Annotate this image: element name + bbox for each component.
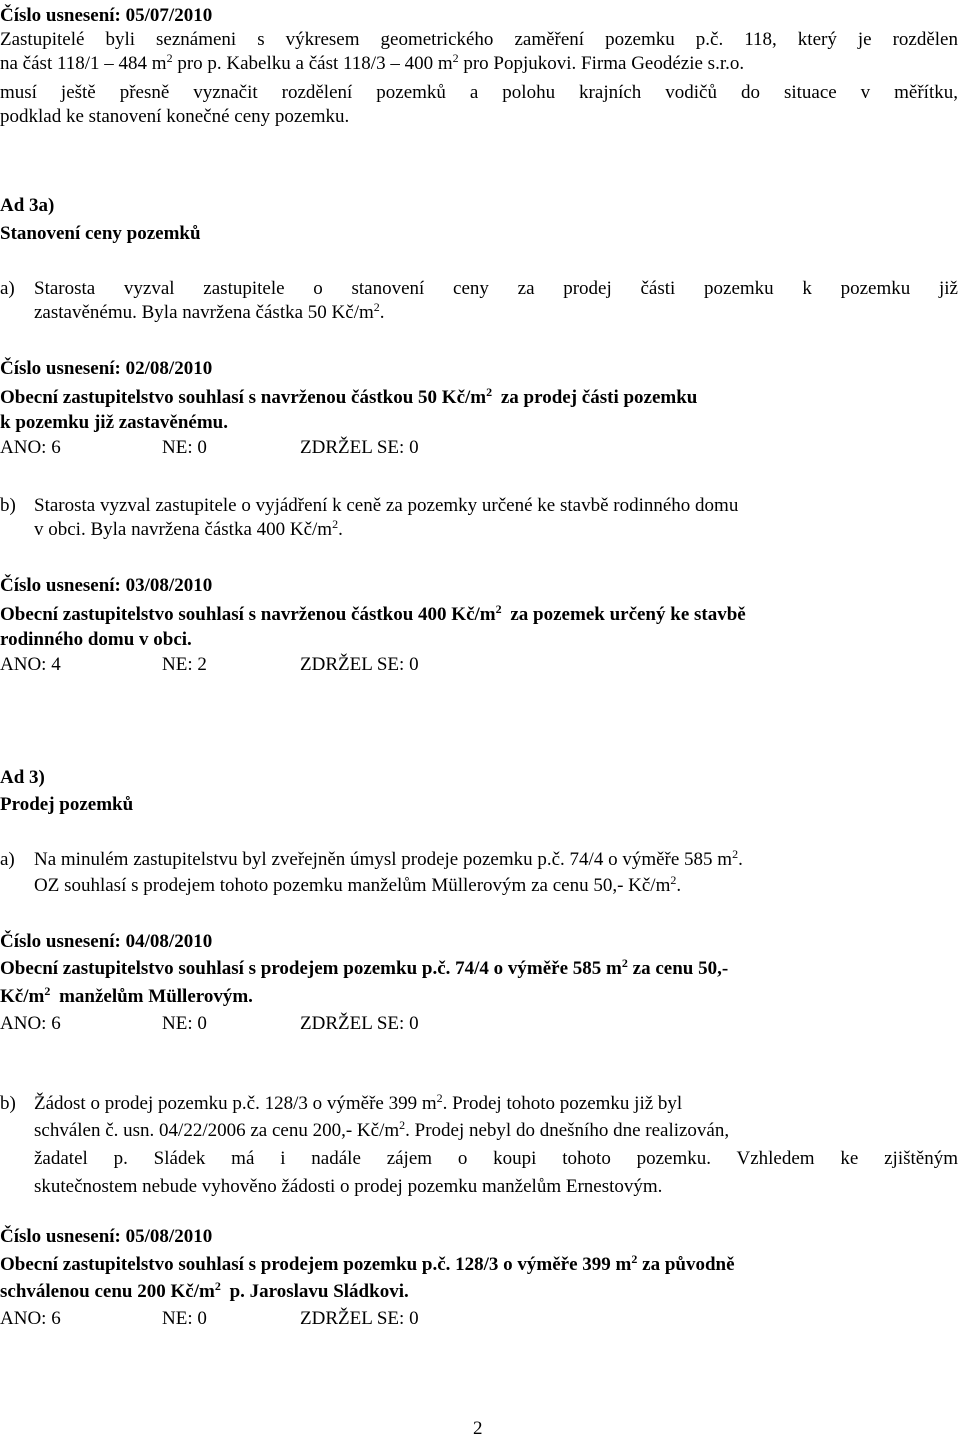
section-heading: Ad 3): [0, 767, 45, 788]
paragraph-line: žadatel p. Sládek má i nadále zájem o koupi tohoto pozemku. Vzhledem ke zjištěným: [34, 1148, 958, 1169]
resolution-number: Číslo usnesení: 03/08/2010: [0, 575, 213, 596]
paragraph-line: v obci. Byla navržena částka 400 $Kč/m^2$.: [34, 517, 343, 540]
list-label: a): [0, 849, 15, 870]
resolution-text: rodinného domu v obci.: [0, 629, 192, 650]
resolution-text: k pozemku již zastavěnému.: [0, 412, 228, 433]
resolution-text: Obecní zastupitelstvo souhlasí s prodejem pozemku p.č. 128/3 o výměře 399 $m^2$ za původně: [0, 1252, 735, 1275]
list-label: b): [0, 1093, 16, 1114]
page-number: 2: [473, 1418, 483, 1439]
paragraph-line: na část 118/1 – 484 $m^2$ pro p. Kabelku a část 118/3 – 400 $m^2$ pro Popjukovi. Firma Geodézie s.r.o.: [0, 51, 745, 74]
paragraph-line: Žádost o prodej pozemku p.č. 128/3 o výměře 399 $m^2$. Prodej tohoto pozemku již byl: [34, 1091, 683, 1114]
resolution-text: schválenou cenu 200 $Kč/m^2$ p. Jaroslavu Sládkovi.: [0, 1279, 409, 1302]
paragraph-line: Na minulém zastupitelstvu byl zveřejněn úmysl prodeje pozemku p.č. 74/4 o výměře 585 $m^2$.: [34, 847, 743, 870]
section-heading: Ad 3a): [0, 195, 55, 216]
resolution-number: Číslo usnesení: 05/07/2010: [0, 5, 213, 26]
resolution-number: Číslo usnesení: 05/08/2010: [0, 1226, 213, 1247]
paragraph-line: zastavěnému. Byla navržena částka 50 $Kč/m^2$.: [34, 300, 385, 323]
paragraph-line: schválen č. usn. 04/22/2006 za cenu 200,- $Kč/m^2$. Prodej nebyl do dnešního dne realizován,: [34, 1118, 730, 1141]
resolution-text: Obecní zastupitelstvo souhlasí s navrženou částkou 400 $Kč/m^2$ za pozemek určený ke stavbě: [0, 602, 746, 625]
resolution-text: $Kč/m^2$ manželům Müllerovým.: [0, 984, 253, 1007]
list-label: b): [0, 495, 16, 516]
resolution-number: Číslo usnesení: 02/08/2010: [0, 358, 213, 379]
paragraph-line: OZ souhlasí s prodejem tohoto pozemku manželům Müllerovým za cenu 50,- $Kč/m^2$.: [34, 873, 682, 896]
paragraph-line: podklad ke stanovení konečné ceny pozemku.: [0, 106, 350, 127]
resolution-text: Obecní zastupitelstvo souhlasí s navrženou částkou 50 $Kč/m^2$ za prodej části pozemku: [0, 385, 698, 408]
vote-result: ANO: 4 NE: 2 ZDRŽEL SE: 0: [0, 654, 419, 675]
paragraph-line: musí ještě přesně vyznačit rozdělení pozemků a polohu krajních vodičů do situace v měřítku,: [0, 82, 958, 103]
vote-result: ANO: 6 NE: 0 ZDRŽEL SE: 0: [0, 437, 419, 458]
paragraph-line: skutečnostem nebude vyhověno žádosti o prodej pozemku manželům Ernestovým.: [34, 1176, 663, 1197]
resolution-number: Číslo usnesení: 04/08/2010: [0, 931, 213, 952]
paragraph-line: Zastupitelé byli seznámeni s výkresem geometrického zaměření pozemku p.č. 118, který je rozdělen: [0, 29, 958, 50]
resolution-text: Obecní zastupitelstvo souhlasí s prodejem pozemku p.č. 74/4 o výměře 585 $m^2$ za cenu 50,-: [0, 956, 729, 979]
paragraph-line: Starosta vyzval zastupitele o vyjádření k ceně za pozemky určené ke stavbě rodinného domu: [34, 495, 739, 516]
paragraph-line: Starosta vyzval zastupitele o stanovení ceny za prodej části pozemku k pozemku již: [34, 278, 958, 299]
vote-result: ANO: 6 NE: 0 ZDRŽEL SE: 0: [0, 1013, 419, 1034]
section-title: Prodej pozemků: [0, 794, 134, 815]
vote-result: ANO: 6 NE: 0 ZDRŽEL SE: 0: [0, 1308, 419, 1329]
list-label: a): [0, 278, 15, 299]
section-title: Stanovení ceny pozemků: [0, 223, 201, 244]
